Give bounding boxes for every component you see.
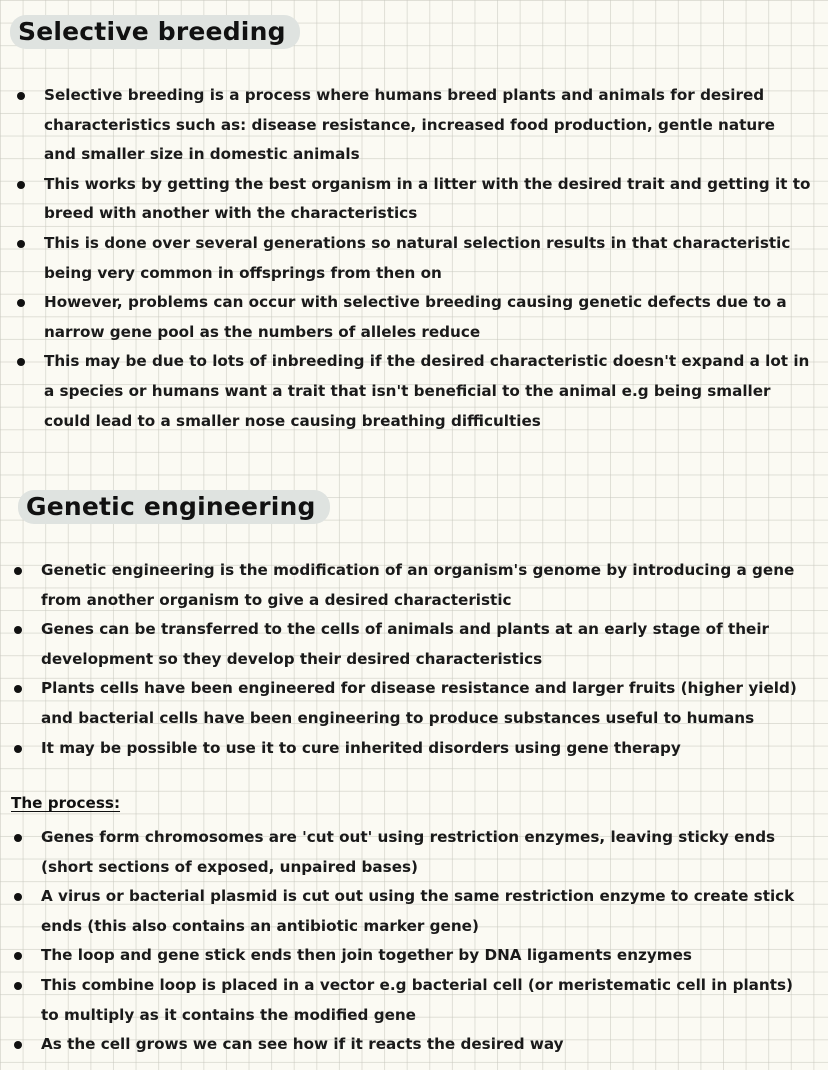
list-item: Plants cells have been engineered for disease resistance and larger fruits (higher yield) and bacterial cells have been engineering to produce substances useful to humans	[41, 674, 811, 733]
bullet-icon	[14, 834, 22, 842]
bullet-icon	[14, 1041, 22, 1049]
list-item: Genes form chromosomes are 'cut out' using restriction enzymes, leaving sticky ends (short sections of exposed, unpaired bases)	[41, 823, 811, 882]
process-subheading: The process:	[11, 794, 121, 812]
bullet-icon	[17, 299, 25, 307]
list-item: As the cell grows we can see how if it reacts the desired way	[41, 1030, 811, 1060]
bullet-icon	[14, 893, 22, 901]
list-item: It may be possible to use it to cure inherited disorders using gene therapy	[41, 734, 811, 764]
genetic-engineering-heading: Genetic engineering	[18, 490, 330, 524]
list-item: The loop and gene stick ends then join together by DNA ligaments enzymes	[41, 941, 811, 971]
list-item: However, problems can occur with selective breeding causing genetic defects due to a narrow gene pool as the numbers of alleles reduce	[44, 288, 812, 347]
bullet-icon	[14, 567, 22, 575]
bullet-icon	[17, 358, 25, 366]
process-list	[41, 823, 811, 1060]
list-item: This may be due to lots of inbreeding if the desired characteristic doesn't expand a lot in a species or humans want a trait that isn't beneficial to the animal e.g being smaller could lead to a smaller nose causing breathing difficulties	[44, 347, 812, 436]
bullet-icon	[14, 745, 22, 753]
list-item: A virus or bacterial plasmid is cut out using the same restriction enzyme to create stick ends (this also contains an antibiotic marker gene)	[41, 882, 811, 941]
list-item: This combine loop is placed in a vector e.g bacterial cell (or meristematic cell in plants) to multiply as it contains the modified gene	[41, 971, 811, 1030]
bullet-icon	[14, 952, 22, 960]
list-item: Selective breeding is a process where humans breed plants and animals for desired characteristics such as: disease resistance, increased food production, gentle nature and smaller size in domestic animals	[44, 81, 812, 170]
list-item: This works by getting the best organism in a litter with the desired trait and getting it to breed with another with the characteristics	[44, 170, 812, 229]
bullet-icon	[14, 982, 22, 990]
bullet-icon	[14, 685, 22, 693]
selective-breeding-list	[44, 81, 812, 436]
list-item: Genes can be transferred to the cells of animals and plants at an early stage of their development so they develop their desired characteristics	[41, 615, 811, 674]
list-item: Genetic engineering is the modification of an organism's genome by introducing a gene from another organism to give a desired characteristic	[41, 556, 811, 615]
selective-breeding-heading: Selective breeding	[10, 15, 300, 49]
bullet-icon	[14, 626, 22, 634]
list-item: This is done over several generations so natural selection results in that characteristic being very common in offsprings from then on	[44, 229, 812, 288]
bullet-icon	[17, 92, 25, 100]
bullet-icon	[17, 240, 25, 248]
bullet-icon	[17, 181, 25, 189]
genetic-engineering-list	[41, 556, 811, 763]
